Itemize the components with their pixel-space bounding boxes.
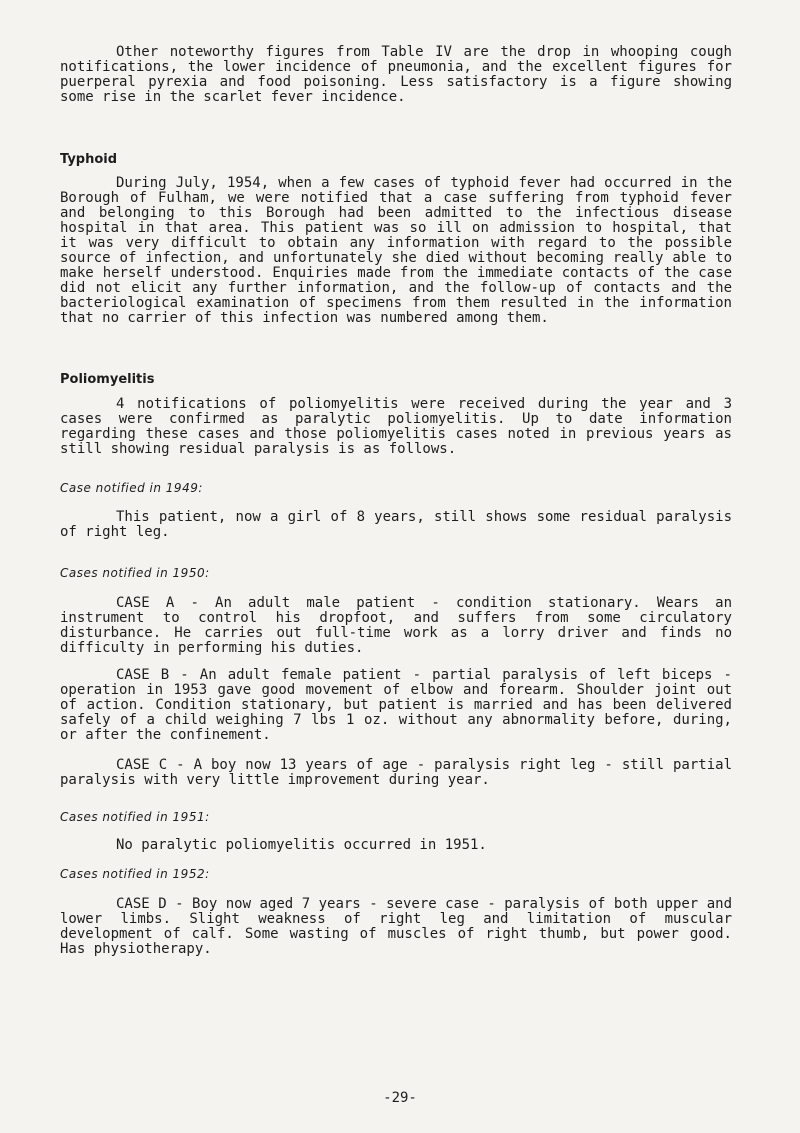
subheading-1952: Cases notified in 1952:: [60, 867, 210, 881]
case-1949-paragraph: This patient, now a girl of 8 years, still shows some residual paralysis of right leg.: [60, 509, 732, 540]
typhoid-heading: Typhoid: [60, 152, 118, 167]
subheading-1951: Cases notified in 1951:: [60, 810, 210, 824]
poliomyelitis-paragraph: 4 notifications of poliomyelitis were received during the year and 3 cases were confirmed as paralytic poliomyelitis. Up to date information regarding these cases and those poliomyelitis cases noted in previous years as still showing residual paralysis is as follows.: [60, 396, 732, 457]
page-number: -29-: [383, 1090, 417, 1106]
case-c-paragraph: CASE C - A boy now 13 years of age - paralysis right leg - still partial paralysis with very little improvement during year.: [60, 757, 732, 788]
typhoid-paragraph: During July, 1954, when a few cases of typhoid fever had occurred in the Borough of Fulham, we were notified that a case suffering from typhoid fever and belonging to this Borough had been admitted to the infectious disease hospital in that area. This patient was so ill on admission to hospital, that it was very difficult to obtain any information with regard to the possible source of infection, and unfortunately she died without becoming really able to make herself understood. Enquiries made from the immediate contacts of the case did not elicit any further information, and the follow-up of contacts and the bacteriological examination of specimens from them resulted in the information that no carrier of this infection was numbered among them.: [60, 175, 732, 326]
case-d-paragraph: CASE D - Boy now aged 7 years - severe case - paralysis of both upper and lower limbs. Slight weakness of right leg and limitation of muscular development of calf. Some wasting of muscles of right thumb, but power good. Has physiotherapy.: [60, 896, 732, 957]
case-a-paragraph: CASE A - An adult male patient - condition stationary. Wears an instrument to control his dropfoot, and suffers from some circulatory disturbance. He carries out full-time work as a lorry driver and finds no difficulty in performing his duties.: [60, 595, 732, 656]
case-1951-paragraph: No paralytic poliomyelitis occurred in 1951.: [116, 837, 487, 853]
subheading-1950: Cases notified in 1950:: [60, 566, 210, 580]
poliomyelitis-heading: Poliomyelitis: [60, 372, 155, 387]
subheading-1949: Case notified in 1949:: [60, 481, 203, 495]
intro-paragraph: Other noteworthy figures from Table IV are the drop in whooping cough notifications, the lower incidence of pneumonia, and the excellent figures for puerperal pyrexia and food poisoning. Less satisfactory is a figure showing some rise in the scarlet fever incidence.: [60, 44, 732, 105]
case-b-paragraph: CASE B - An adult female patient - partial paralysis of left biceps - operation in 1953 gave good movement of elbow and forearm. Shoulder joint out of action. Condition stationary, but patient is married and has been delivered safely of a child weighing 7 lbs 1 oz. without any abnormality before, during, or after the confinement.: [60, 667, 732, 743]
